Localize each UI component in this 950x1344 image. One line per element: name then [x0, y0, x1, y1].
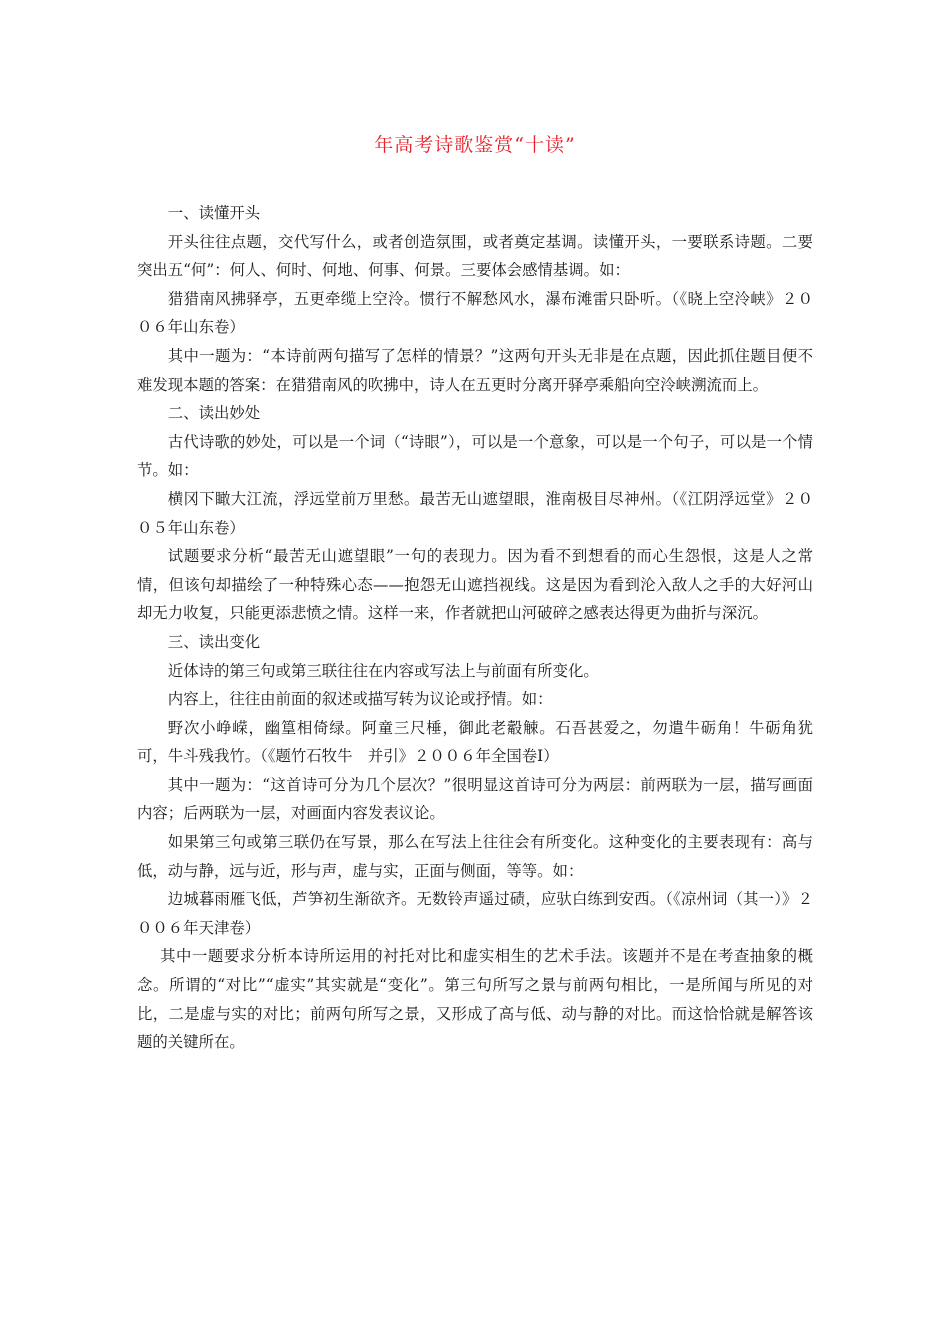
section-heading: 三、读出变化	[167, 632, 261, 651]
body-paragraph: 内容上，往往由前面的叙述或描写转为议论或抒情。如：	[167, 690, 553, 709]
body-paragraph: 其中一题为：“这首诗可分为几个层次？”很明显这首诗可分为两层：前两联为一层，描写画面内容；后两联为一层，对画面内容发表议论。	[137, 775, 813, 823]
body-paragraph: 如果第三句或第三联仍在写景，那么在写法上往往会有所变化。这种变化的主要表现有：高与低，动与静，远与近，形与声，虚与实，正面与侧面，等等。如：	[137, 833, 813, 880]
poem-quote: 猎猎南风拂驿亭，五更牵缆上空泠。惯行不解愁风水，瀑布滩雷只卧听。（《晓上空泠峡》２００６年山东卷）	[137, 289, 813, 337]
section-heading: 一、读懂开头	[167, 204, 261, 222]
poem-quote: 边城暮雨雁飞低，芦笋初生渐欲齐。无数铃声遥过碛，应驮白练到安西。（《凉州词（其一）》２００６年天津卷）	[137, 890, 813, 937]
body-paragraph: 其中一题要求分析本诗所运用的衬托对比和虚实相生的艺术手法。该题并不是在考查抽象的概念。所谓的“对比”“虚实”其实就是“变化”。第三句所写之景与前两句相比，一是所闻与所见的对比，二是虚与实的对比；前两句所写之景，又形成了高与低、动与静的对比。而这恰恰就是解答该题的关键所在。	[137, 947, 813, 1052]
document-title: 年高考诗歌鉴赏“十读”	[374, 134, 576, 156]
document-body	[137, 199, 813, 1057]
body-paragraph: 开头往往点题，交代写什么，或者创造氛围，或者奠定基调。读懂开头，一要联系诗题。二要突出五“何”：何人、何时、何地、何事、何景。三要体会感情基调。如：	[137, 232, 813, 280]
poem-quote: 横冈下瞰大江流，浮远堂前万里愁。最苦无山遮望眼，淮南极目尽神州。（《江阴浮远堂》２００５年山东卷）	[137, 489, 813, 537]
body-paragraph: 试题要求分析“最苦无山遮望眼”一句的表现力。因为看不到想看的而心生怨恨，这是人之常情，但该句却描绘了一种特殊心态——抱怨无山遮挡视线。这是因为看到沦入敌人之手的大好河山却无力收复，只能更添悲愤之情。这样一来，作者就把山河破碎之感表达得更为曲折与深沉。	[137, 547, 813, 623]
body-paragraph: 古代诗歌的妙处，可以是一个词（“诗眼”），可以是一个意象，可以是一个句子，可以是一个情节。如：	[137, 432, 813, 480]
poem-quote: 野次小峥嵘，幽篁相倚绿。阿童三尺棰，御此老觳觫。石吾甚爱之，勿遣牛砺角！牛砺角犹可，牛斗残我竹。（《题竹石牧牛 并引》２００６年全国卷Ⅰ）	[137, 718, 813, 766]
section-heading: 二、读出妙处	[167, 404, 261, 423]
body-paragraph: 其中一题为：“本诗前两句描写了怎样的情景？”这两句开头无非是在点题，因此抓住题目便不难发现本题的答案：在猎猎南风的吹拂中，诗人在五更时分离开驿亭乘船向空泠峡溯流而上。	[137, 346, 813, 394]
body-paragraph: 近体诗的第三句或第三联往往在内容或写法上与前面有所变化。	[167, 661, 599, 680]
